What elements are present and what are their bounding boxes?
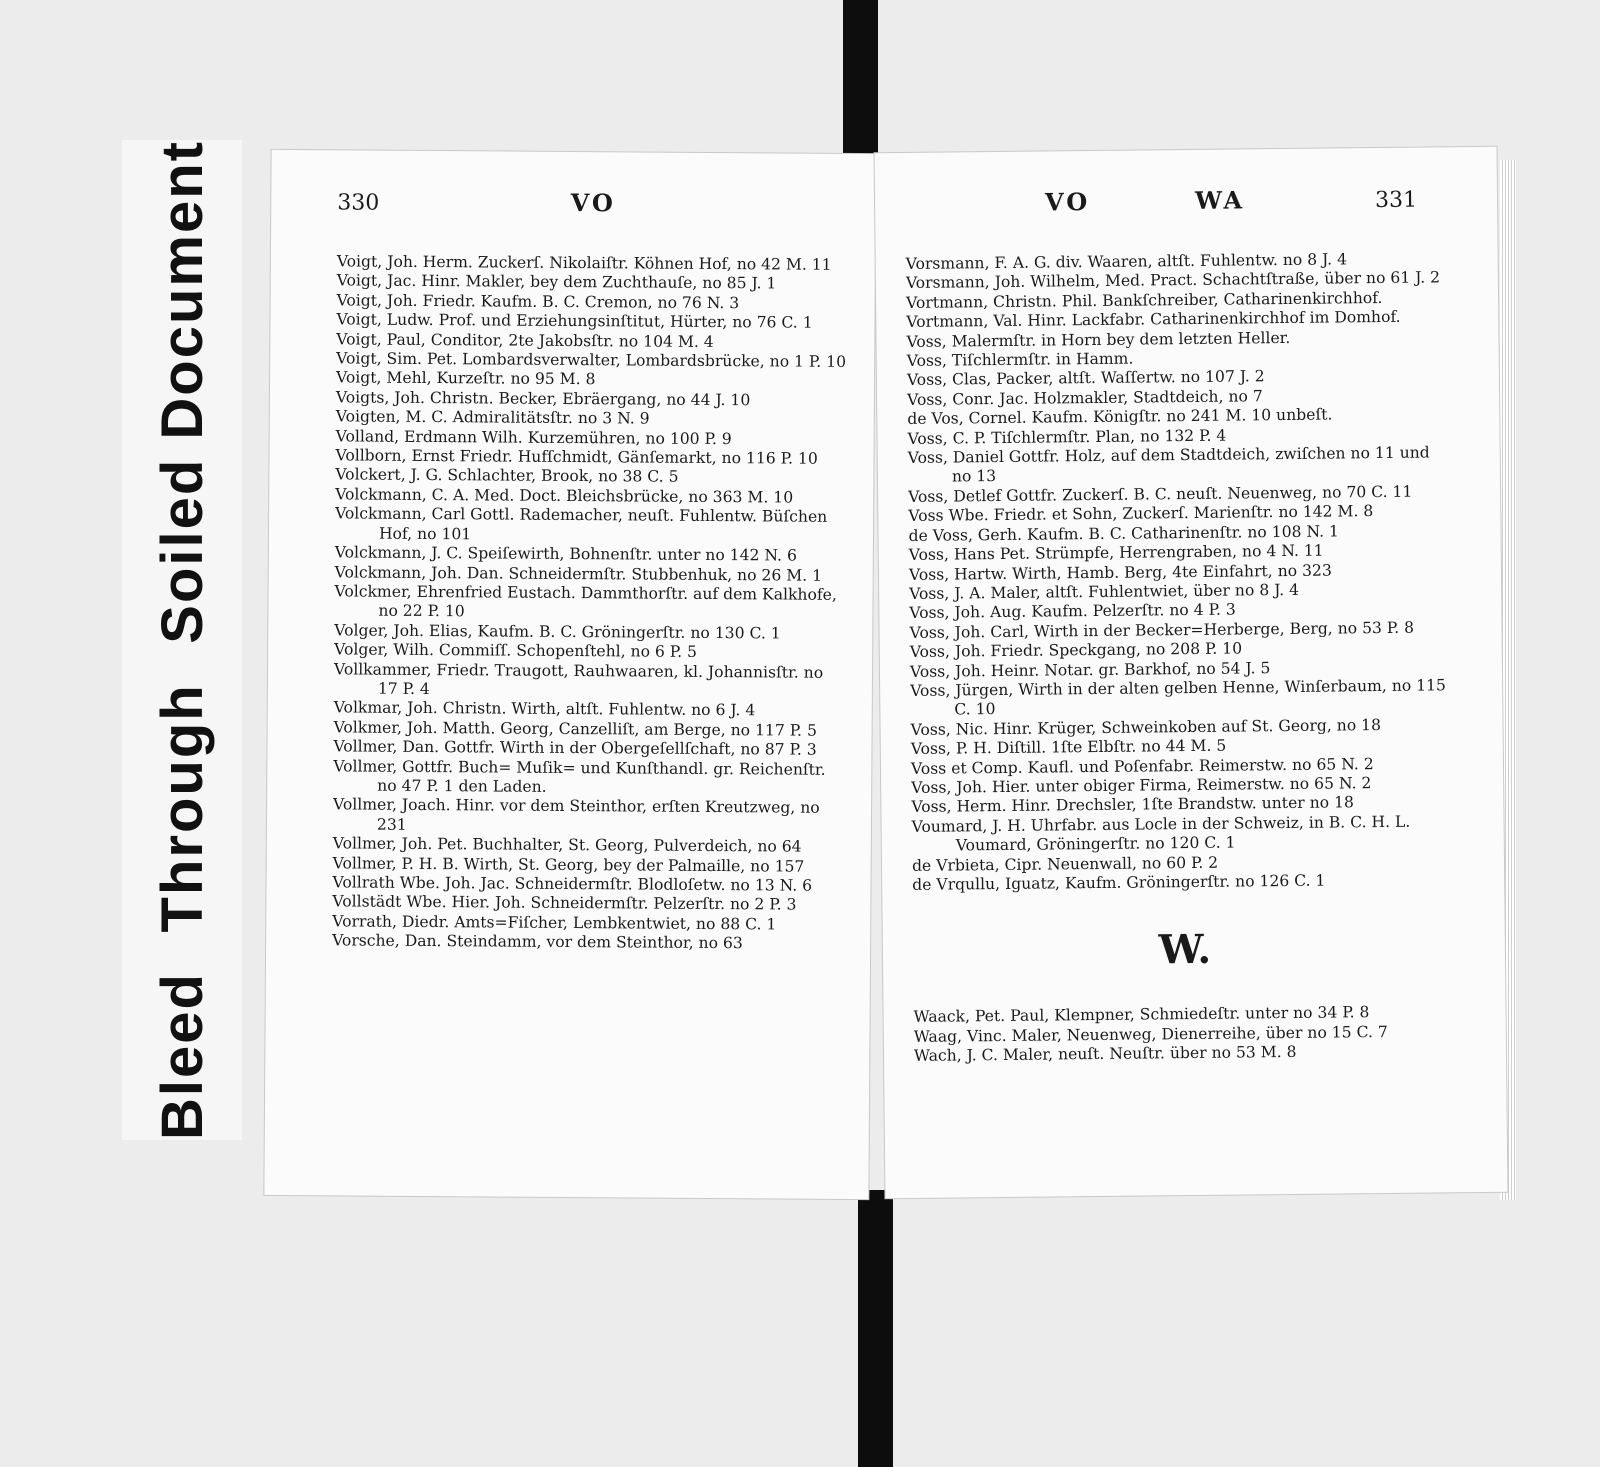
directory-entry: Volckmann, C. A. Med. Doct. Bleichsbrücke, no 363 M. 10	[335, 485, 794, 507]
directory-entry: Voigt, Sim. Pet. Lombardsverwalter, Lombardsbrücke, no 1 P. 10	[336, 349, 847, 371]
watermark-label	[122, 140, 242, 1140]
directory-entry: Voss, Conr. Jac. Holzmakler, Stadtdeich, no 7	[907, 387, 1263, 409]
directory-entry: Voss, Malermſtr. in Horn bey dem letzten Heller.	[906, 328, 1291, 351]
label-word-bleed: Bleed	[149, 972, 215, 1140]
directory-entry: Voss, J. A. Maler, altſt. Fuhlentwiet, über no 8 J. 4	[909, 580, 1300, 603]
running-header: VO	[570, 187, 616, 218]
directory-entry: Voigt, Paul, Conditor, 2te Jakobsſtr. no 104 M. 4	[336, 329, 714, 351]
directory-entry: Vollkammer, Friedr. Traugott, Rauhwaaren, kl. Johannisſtr. no 17 P. 4	[333, 659, 824, 698]
directory-entry: de Vrqullu, Iguatz, Kaufm. Gröningerſtr. no 126 C. 1	[912, 871, 1326, 894]
directory-entry: Vorsmann, F. A. G. div. Waaren, altſt. Fuhlentw. no 8 J. 4	[905, 250, 1348, 273]
directory-entry: Voss, P. H. Diſtill. 1ſte Elbſtr. no 44 M. 5	[910, 736, 1227, 759]
page-number: 330	[337, 190, 380, 216]
directory-entry: Voigt, Joh. Herm. Zuckerſ. Nikolaiſtr. Köhnen Hof, no 42 M. 11	[336, 252, 832, 274]
right-page-header	[905, 183, 1449, 229]
directory-entry: Voss, Clas, Packer, altſt. Waſſertw. no 107 J. 2	[906, 367, 1265, 390]
directory-entry: Volger, Joh. Elias, Kaufm. B. C. Gröningerſtr. no 130 C. 1	[334, 621, 781, 643]
label-word-through: Through	[149, 683, 215, 933]
running-header: WA	[1194, 185, 1246, 215]
directory-entry: Voigt, Mehl, Kurzeſtr. no 95 M. 8	[336, 368, 596, 389]
directory-entry: Vollrath Wbe. Joh. Jac. Schneidermſtr. Blodloſetw. no 13 N. 6	[332, 873, 813, 895]
book-spine-top	[843, 0, 878, 168]
directory-entry: Voigts, Joh. Christn. Becker, Ebräergang, no 44 J. 10	[335, 388, 751, 410]
directory-entry: Voss, Detlef Gottfr. Zuckerſ. B. C. neuſt. Neuenweg, no 70 C. 11	[908, 482, 1413, 506]
page-number: 331	[1374, 187, 1418, 214]
directory-entry: Voss, Joh. Aug. Kaufm. Pelzerſtr. no 4 P. 3	[909, 600, 1236, 623]
directory-entry: Voss, C. P. Tiſchlermſtr. Plan, no 132 P. 4	[907, 426, 1227, 448]
directory-entry: Voss, Joh. Carl, Wirth in der Becker=Herberge, Berg, no 53 P. 8	[909, 618, 1415, 642]
left-page	[264, 150, 875, 1199]
directory-entry: Voss et Comp. Kaufl. und Poſenfabr. Reimerstw. no 65 N. 2	[910, 754, 1374, 778]
directory-entries	[906, 249, 1457, 895]
directory-entry: Voss, Tiſchlermſtr. in Hamm.	[906, 349, 1134, 370]
directory-entry: Volckert, J. G. Schlachter, Brook, no 38 C. 5	[335, 465, 679, 487]
directory-entry: Volckmann, Carl Gottl. Rademacher, neuſt. Fuhlentw. Büſchen Hof, no 101	[335, 504, 828, 543]
directory-entry: Voumard, J. H. Uhrfabr. aus Locle in der Schweiz, in B. C. H. L. Voumard, Gröningerſtr. no 120 C. 1	[911, 812, 1411, 855]
directory-entries-w	[914, 1003, 1459, 1067]
directory-entry: Voss, Hartw. Wirth, Hamb. Berg, 4te Einfahrt, no 323	[908, 561, 1332, 584]
directory-entry: Volckmann, Joh. Dan. Schneidermſtr. Stubbenhuk, no 26 M. 1	[334, 562, 823, 585]
directory-entry: Voigt, Jac. Hinr. Makler, bey dem Zuchthauſe, no 85 J. 1	[336, 271, 777, 293]
directory-entry: Vorsche, Dan. Steindamm, vor dem Steinthor, no 63	[332, 931, 743, 953]
directory-entry: Voigt, Ludw. Prof. und Erziehungsinſtitut, Hürter, no 76 C. 1	[336, 310, 813, 332]
right-page	[875, 147, 1508, 1198]
directory-entry: Vorsmann, Joh. Wilhelm, Med. Pract. Schachtſtraße, über no 61 J. 2	[905, 268, 1441, 293]
directory-entry: Vortmann, Val. Hinr. Lackfabr. Catharinenkirchhof im Domhof.	[906, 308, 1401, 332]
directory-entry: de Vrbieta, Cipr. Neuenwall, no 60 P. 2	[911, 853, 1219, 875]
directory-entry: Volger, Wilh. Commiſſ. Schopenſtehl, no 6 P. 5	[334, 640, 698, 662]
directory-entry: Vollborn, Ernst Friedr. Hufſchmidt, Gänſemarkt, no 116 P. 10	[335, 446, 818, 468]
directory-entry: Wach, J. C. Maler, neuſt. Neuſtr. über no 53 M. 8	[913, 1043, 1297, 1066]
directory-entry: Waack, Pet. Paul, Klempner, Schmiedeſtr. unter no 34 P. 8	[913, 1003, 1370, 1027]
directory-entry: Voigten, M. C. Admiralitätsſtr. no 3 N. 9	[335, 407, 650, 428]
directory-entry: Volckmer, Ehrenfried Eustach. Dammthorſtr. auf dem Kalkhofe, no 22 P. 10	[334, 582, 837, 621]
directory-entry: Voss, Daniel Gottfr. Holz, auf dem Stadtdeich, zwiſchen no 11 und no 13	[907, 443, 1430, 486]
section-letter: W.	[1158, 926, 1212, 974]
running-header: VO	[1044, 187, 1091, 217]
directory-entry: Voss, Hans Pet. Strümpfe, Herrengraben, no 4 N. 11	[908, 541, 1324, 565]
directory-entry: Voss, Joh. Friedr. Speckgang, no 208 P. 10	[909, 639, 1243, 662]
book-spine-bottom	[858, 1190, 893, 1467]
directory-entry: Volckmann, J. C. Speiſewirth, Bohnenſtr. unter no 142 N. 6	[334, 543, 797, 565]
directory-entry: Volkmar, Joh. Christn. Wirth, altſt. Fuhlentw. no 6 J. 4	[333, 698, 756, 720]
directory-entry: Voss, Herm. Hinr. Drechsler, 1ſte Brandstw. unter no 18	[911, 793, 1354, 817]
directory-entry: Vortmann, Christn. Phil. Bankſchreiber, Catharinenkirchhof.	[906, 288, 1383, 312]
directory-entry: Vollmer, P. H. B. Wirth, St. Georg, bey der Palmaille, no 157	[332, 853, 805, 876]
directory-entry: Vollmer, Gottfr. Buch= Muſik= und Kunſthandl. gr. Reichenſtr. no 47 P. 1 den Laden.	[333, 756, 826, 796]
directory-entry: Vollmer, Joh. Pet. Buchhalter, St. Georg, Pulverdeich, no 64	[332, 834, 802, 856]
label-soiled-document: Soiled Document	[149, 140, 215, 644]
directory-entry: Vollmer, Joach. Hinr. vor dem Steinthor, erſten Kreutzweg, no 231	[333, 795, 820, 834]
directory-entry: Vollmer, Dan. Gottfr. Wirth in der Obergeſellſchaft, no 87 P. 3	[333, 737, 817, 759]
directory-entry: Waag, Vinc. Maler, Neuenweg, Dienerreihe, über no 15 C. 7	[913, 1022, 1388, 1046]
directory-entry: Volkmer, Joh. Matth. Georg, Canzelliſt, am Berge, no 117 P. 5	[333, 718, 817, 740]
directory-entry: Voss, Joh. Hier. unter obiger Firma, Reimerstw. no 65 N. 2	[911, 774, 1372, 797]
directory-entry: de Voss, Gerh. Kaufm. B. C. Catharinenſtr. no 108 N. 1	[908, 522, 1340, 545]
directory-entries	[332, 252, 849, 954]
directory-entry: Volland, Erdmann Wilh. Kurzemühren, no 100 P. 9	[335, 427, 732, 448]
left-page-header	[337, 186, 849, 230]
directory-entry: Vorrath, Diedr. Amts=Fiſcher, Lembkentwiet, no 88 C. 1	[332, 912, 777, 934]
directory-entry: Voss Wbe. Friedr. et Sohn, Zuckerſ. Marienſtr. no 142 M. 8	[908, 502, 1374, 526]
directory-entry: de Vos, Cornel. Kaufm. Königſtr. no 241 M. 10 unbeſt.	[907, 405, 1333, 429]
directory-entry: Voss, Joh. Heinr. Notar. gr. Barkhof, no 54 J. 5	[909, 658, 1271, 681]
directory-entry: Vollstädt Wbe. Hier. Joh. Schneidermſtr. Pelzerſtr. no 2 P. 3	[332, 892, 797, 914]
directory-entry: Voigt, Joh. Friedr. Kaufm. B. C. Cremon, no 76 N. 3	[336, 291, 740, 312]
directory-entry: Voss, Nic. Hinr. Krüger, Schweinkoben auf St. Georg, no 18	[910, 715, 1382, 739]
directory-entry: Voss, Jürgen, Wirth in der alten gelben Henne, Winſerbaum, no 115 C. 10	[910, 676, 1447, 719]
